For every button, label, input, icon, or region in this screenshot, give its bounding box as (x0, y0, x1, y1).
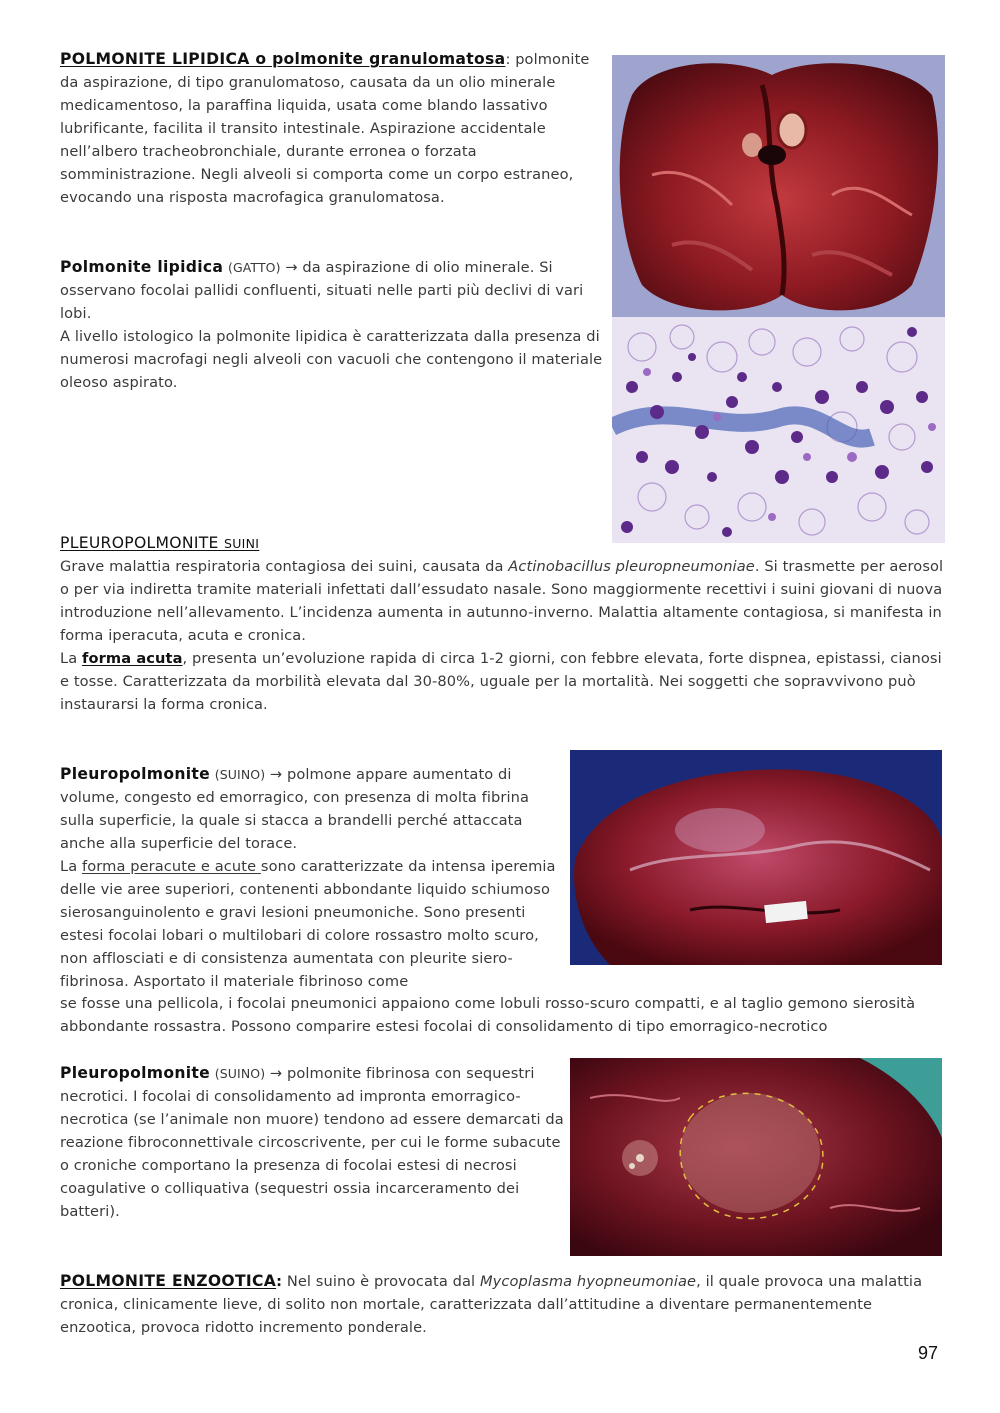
enzootica-block (60, 1270, 940, 1339)
lipidica-block (60, 48, 605, 209)
pleuro-title-main: PLEUROPOLMONITE (60, 534, 224, 552)
suino2-title: Pleuropolmonite (60, 1064, 211, 1082)
pleuro-p2-link: forma acuta (82, 650, 183, 667)
lipidica-gatto-species: (GATTO) (227, 260, 281, 275)
suino1-p2-a: La (60, 858, 83, 875)
suino2-text: → polmonite fibrinosa con sequestri necrotici. I focolai di consolidamento ad impronta emorragico-necrotica (se l’animale non muore) tendono ad essere demarcati da reazione fibroconnettivale circoscrivente, per cui le forme subacute o croniche comportano la presenza di focolai estesi di necrosi coagulative o colliquativa (sequestri ossia incarceramento dei batteri). (60, 1065, 564, 1220)
enzootica-colon: : (276, 1273, 283, 1290)
pleuro-title-small: SUINI (223, 536, 260, 551)
suino1-p2-b: sono caratterizzate da intensa iperemia delle vie aree superiori, contenenti abbondante liquido schiumoso sierosanguinolento e gravi lesioni pneumoniche. Sono presenti estesi focolai lobari o multilobari di colore rossastro molto scuro, non afflosciati e di consistenza aumentata con pleurite siero-fibrinosa. Asportato il materiale fibrinoso come (60, 858, 556, 990)
lipidica-gatto-title: Polmonite lipidica (60, 258, 224, 276)
page-number: 97 (917, 1343, 938, 1363)
lipidica-paragraph (60, 48, 605, 209)
lipidica-gatto-text: → da aspirazione di olio minerale. Si osservano focolai pallidi confluenti, situati nelle parti più declivi di vari lobi. (60, 259, 584, 322)
lipidica-gatto-paragraph (60, 256, 605, 325)
pleuro-p2-a: La (60, 650, 83, 667)
suino1-title: Pleuropolmonite (60, 765, 211, 783)
suino1-block (60, 763, 565, 993)
lung-gross-photo (612, 55, 945, 317)
lipidica-text: : polmonite da aspirazione, di tipo granulomatoso, causata da un olio minerale medicamentoso, la paraffina liquida, usata come blando lassativo lubrificante, facilita il transito intestinale. Aspirazione accidentale nell’albero tracheobronchiale, durante erronea o forzata somministrazione. Negli alveoli si comporta come un corpo estraneo, evocando una risposta macrofagica granulomatosa. (60, 51, 590, 206)
histology-photo (612, 317, 945, 543)
lipidica-gatto-histo: A livello istologico la polmonite lipidica è caratterizzata dalla presenza di numerosi macrofagi negli alveoli con vacuoli che contengono il materiale oleoso aspirato. (60, 328, 603, 391)
pleuro-heading (60, 532, 955, 555)
enzootica-b: , il quale provoca una malattia cronica, clinicamente lieve, di solito non mortale, caratterizzata dall’attitudine a diventare permanentemente enzootica, provoca ridotto incremento ponderale. (60, 1273, 923, 1336)
suino2-paragraph (60, 1062, 565, 1223)
suino1-paragraph (60, 763, 565, 855)
suino1-full-text: se fosse una pellicola, i focolai pneumonici appaiono come lobuli rosso-scuro compatti, e al taglio gemono sierosità abbondante rossastra. Possono comparire estesi focolai di consolidamento di tipo emorragico-necrotico (60, 995, 916, 1035)
pleuro-paragraph-1 (60, 555, 955, 647)
lipidica-title: POLMONITE LIPIDICA o polmonite granulomatosa (60, 50, 506, 68)
enzootica-title: POLMONITE ENZOOTICA (60, 1272, 277, 1290)
suino2-species: (SUINO) (214, 1066, 266, 1081)
suino2-block (60, 1062, 565, 1223)
suino1-text: → polmone appare aumentato di volume, congesto ed emorragico, con presenza di molta fibrina sulla superficie, la quale si stacca a brandelli perché attaccata anche alla superficie del torace. (60, 766, 530, 852)
pleuro-paragraph-2 (60, 647, 955, 716)
pleuro-p2-b: , presenta un’evoluzione rapida di circa 1-2 giorni, con febbre elevata, forte dispnea, epistassi, cianosi e tosse. Caratterizzata da morbilità elevata dal 30-80%, uguale per la mortalità. Nei soggetti che sopravvivono può instaurarsi la forma cronica. (60, 650, 942, 713)
enzootica-a: Nel suino è provocata dal (282, 1273, 480, 1290)
suino1-p2-u: forma peracute e acute (82, 858, 261, 875)
enzootica-italic: Mycoplasma hyopneumoniae (479, 1273, 697, 1290)
necrosis-photo (570, 1058, 942, 1256)
pleuro-title (60, 534, 259, 552)
suino1-paragraph-2 (60, 855, 565, 993)
suino1-full-block (60, 992, 955, 1038)
lipidica-gatto-block (60, 256, 605, 394)
pleuro-p1-b: . Si trasmette per aerosol o per via indiretta tramite materiali infettati dall’essudato nasale. Sono maggiormente recettivi i suini giovani di nuova introduzione nell’allevamento. L’incidenza aumenta in autunno-inverno. Malattia altamente contagiosa, si manifesta in forma iperacuta, acuta e cronica. (60, 558, 944, 644)
enzootica-paragraph (60, 1270, 940, 1339)
pig-lung-photo (570, 750, 942, 965)
pleuro-block (60, 532, 955, 716)
pleuro-p1-a: Grave malattia respiratoria contagiosa dei suini, causata da (60, 558, 509, 575)
pleuro-p1-italic: Actinobacillus pleuropneumoniae (508, 558, 755, 575)
suino1-species: (SUINO) (214, 767, 266, 782)
